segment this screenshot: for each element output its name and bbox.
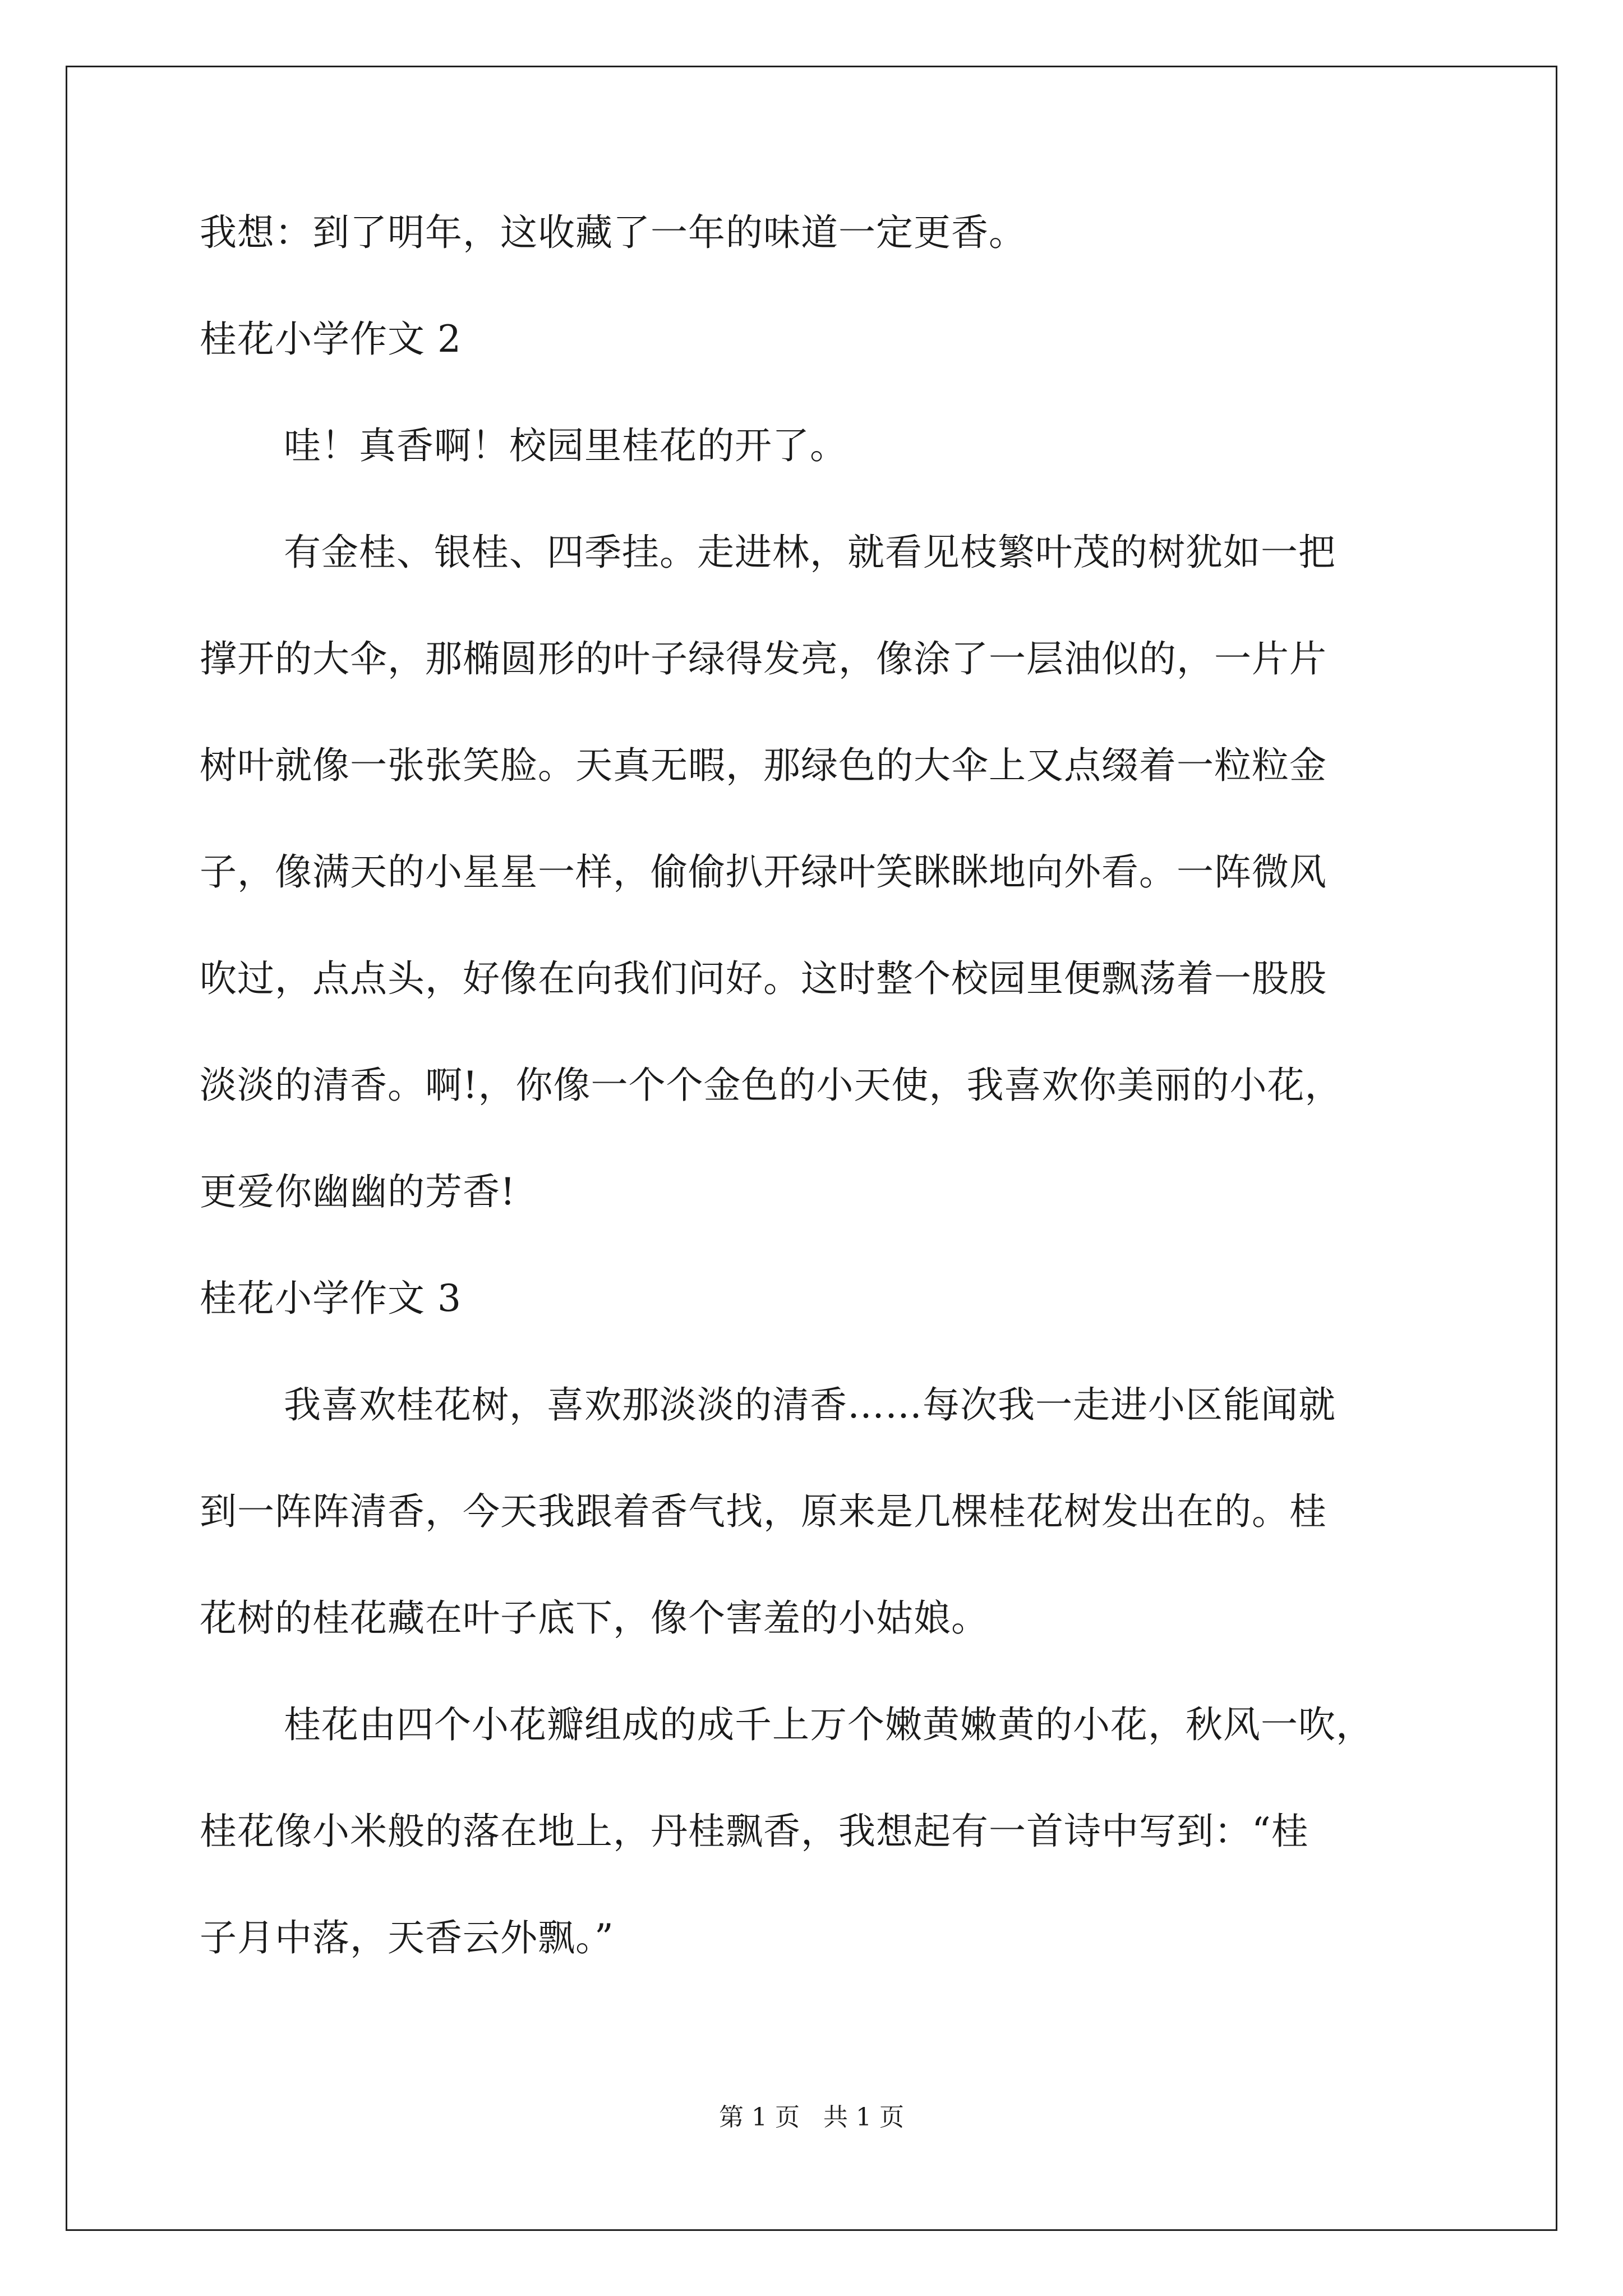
paragraph-line: 撑开的大伞，那椭圆形的叶子绿得发亮，像涂了一层油似的，一片片 [200, 637, 1327, 680]
paragraph-line: 子月中落，天香云外飘。” [200, 1916, 614, 1959]
paragraph-line: 吹过，点点头，好像在向我们问好。这时整个校园里便飘荡着一股股 [200, 957, 1327, 1000]
page-footer: 第 1 页 共 1 页 [719, 2103, 904, 2132]
paragraph-line: 有金桂、银桂、四季挂。走进林，就看见枝繁叶茂的树犹如一把 [284, 531, 1336, 574]
page-border [66, 66, 1557, 2231]
paragraph-line: 桂花由四个小花瓣组成的成千上万个嫩黄嫩黄的小花，秋风一吹， [284, 1703, 1373, 1746]
paragraph-line: 我喜欢桂花树，喜欢那淡淡的清香……每次我一走进小区能闻就 [284, 1383, 1336, 1427]
paragraph-line: 淡淡的清香。啊!，你像一个个金色的小天使，我喜欢你美丽的小花， [200, 1064, 1343, 1107]
paragraph-line: 我想：到了明年，这收藏了一年的味道一定更香。 [200, 211, 1026, 254]
paragraph-line: 子，像满天的小星星一样，偷偷扒开绿叶笑眯眯地向外看。一阵微风 [200, 850, 1327, 894]
paragraph-line: 更爱你幽幽的芳香! [200, 1170, 516, 1213]
essay-heading: 桂花小学作文 2 [200, 318, 462, 361]
essay-heading: 桂花小学作文 3 [200, 1277, 462, 1320]
paragraph-line: 到一阵阵清香，今天我跟着香气找，原来是几棵桂花树发出在的。桂 [200, 1490, 1327, 1533]
paragraph-line: 桂花像小米般的落在地上，丹桂飘香，我想起有一首诗中写到：“桂 [200, 1810, 1309, 1853]
paragraph-line: 花树的桂花藏在叶子底下，像个害羞的小姑娘。 [200, 1596, 989, 1640]
paragraph-line: 树叶就像一张张笑脸。天真无暇，那绿色的大伞上又点缀着一粒粒金 [200, 744, 1327, 787]
paragraph-line: 哇！真香啊！校园里桂花的开了。 [284, 424, 847, 467]
